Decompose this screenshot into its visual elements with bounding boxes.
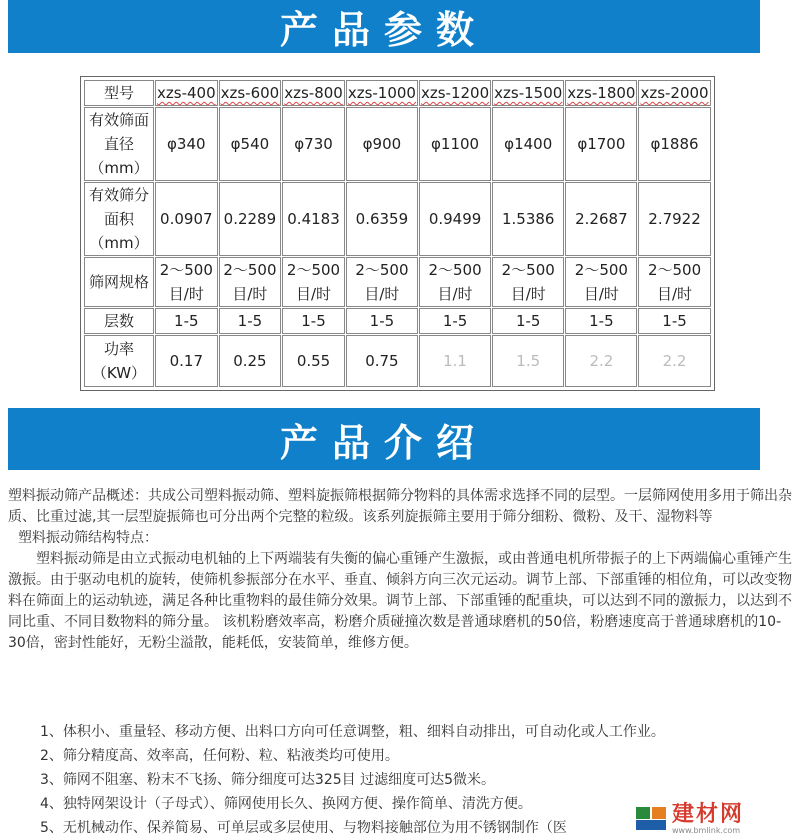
row-label-line: （KW） — [91, 364, 147, 382]
watermark-logo — [636, 802, 806, 836]
value-cell — [419, 308, 491, 334]
cell-value: 0.55 — [296, 352, 331, 370]
value-cell — [419, 182, 491, 256]
cell-value: 0.9499 — [428, 210, 482, 228]
feature-item: 5、无机械动作、保养简易、可单层或多层使用、与物料接触部位为用不锈钢制作（医 — [40, 820, 567, 836]
model-cell — [565, 80, 637, 106]
cell-value: 0.4183 — [287, 210, 340, 228]
row-label-line: 功率 — [103, 340, 134, 358]
value-cell — [638, 257, 710, 307]
logo-mark-icon — [636, 805, 668, 833]
structure-paragraph: 塑料振动筛是由立式振动电机轴的上下两端装有失衡的偏心重锤产生激振，或由普通电机所带振子的上下两端偏心重锤产生激振。由于驱动电机的旋转，使筛机参振部分在水平、垂直、倾斜方向三次元运动。调节上部、下部重锤的相位角，可以改变物料在筛面上的运动轨迹，满足各种比重物料的最佳筛分效果。调节上部、下部重锤的配重块，可以达到不同的激振力，以达到不同比重、不同目数物料的筛分量。 该机粉磨效率高，粉磨介质碰撞次数是普通球磨机的50倍，粉磨速度高于普通球磨机的10-30倍，密封性能好，无粉尘溢散，能耗低，安装简单，维修方便。 — [8, 551, 792, 651]
cell-value: 2.2687 — [575, 210, 628, 228]
watermark-brand: 建材网 — [672, 801, 745, 827]
feature-item: 3、筛网不阻塞、粉末不飞扬、筛分细度可达325目 过滤细度可达5微米。 — [40, 772, 495, 788]
value-cell — [565, 182, 637, 256]
row-label-line: 有效筛面 — [88, 111, 149, 129]
feature-item: 4、独特网架设计（子母式）、筛网使用长久、换网方便、操作简单、清洗方便。 — [40, 796, 532, 812]
cell-value-line: 目/时 — [510, 285, 546, 303]
row-label-line: （mm） — [89, 234, 149, 252]
table-row — [84, 257, 711, 307]
cell-value: 0.0907 — [160, 210, 213, 228]
model-name: xzs-800 — [284, 84, 343, 102]
table-row — [84, 182, 711, 256]
value-cell — [155, 257, 218, 307]
value-cell — [346, 182, 418, 256]
value-cell — [155, 308, 218, 334]
table-header-row — [84, 80, 711, 106]
params-table-frame — [80, 76, 715, 391]
value-cell — [492, 335, 564, 387]
row-label-cell — [84, 257, 154, 307]
value-cell — [219, 182, 282, 256]
model-name: xzs-1200 — [420, 84, 490, 102]
cell-value: 1-5 — [589, 312, 614, 330]
cell-value-line: 2～500 — [428, 261, 482, 279]
cell-value-line: 目/时 — [437, 285, 473, 303]
value-cell — [219, 257, 282, 307]
cell-value-line: 目/时 — [232, 285, 268, 303]
params-banner — [8, 0, 760, 53]
row-label-line: 面积 — [103, 210, 134, 228]
row-label-line: 筛网规格 — [88, 273, 149, 291]
value-cell — [346, 107, 418, 181]
value-cell — [492, 107, 564, 181]
model-cell — [492, 80, 564, 106]
value-cell — [638, 308, 710, 334]
model-name: xzs-400 — [157, 84, 216, 102]
cell-value: 2.2 — [662, 352, 687, 370]
cell-value: 2.2 — [589, 352, 614, 370]
row-label-line: 层数 — [103, 312, 134, 330]
cell-value-line: 目/时 — [168, 285, 204, 303]
model-cell — [346, 80, 418, 106]
value-cell — [155, 107, 218, 181]
feature-item: 2、筛分精度高、效率高，任何粉、粒、粘液类均可使用。 — [40, 748, 399, 764]
cell-value: 0.6359 — [355, 210, 409, 228]
cell-value: 1.1 — [443, 352, 467, 370]
value-cell — [282, 182, 345, 256]
model-cell — [282, 80, 345, 106]
value-cell — [492, 257, 564, 307]
params-title: 产品参数 — [279, 8, 488, 52]
cell-value: φ1886 — [650, 135, 699, 153]
cell-value-line: 2～500 — [355, 261, 409, 279]
cell-value: φ540 — [230, 135, 270, 153]
cell-value-line: 2～500 — [159, 261, 213, 279]
cell-value: φ340 — [167, 135, 206, 153]
cell-value-line: 目/时 — [583, 285, 619, 303]
value-cell — [282, 335, 345, 387]
cell-value: 1-5 — [442, 312, 468, 330]
cell-value: 2.7922 — [648, 210, 701, 228]
value-cell — [155, 335, 218, 387]
value-cell — [419, 335, 491, 387]
watermark-url: www.bmlink.com — [672, 825, 741, 835]
model-cell — [638, 80, 710, 106]
cell-value: 0.25 — [233, 352, 267, 370]
cell-value: φ1700 — [577, 135, 626, 153]
model-name: xzs-600 — [220, 84, 280, 102]
intro-title: 产品介绍 — [279, 420, 488, 465]
cell-value: φ1400 — [504, 135, 553, 153]
cell-value-line: 2～500 — [574, 261, 628, 279]
value-cell — [419, 107, 491, 181]
table-row — [84, 308, 711, 334]
value-cell — [638, 182, 710, 256]
value-cell — [282, 107, 345, 181]
cell-value: 1-5 — [301, 312, 326, 330]
model-name: xzs-1800 — [567, 84, 636, 102]
cell-value: 0.17 — [169, 352, 203, 370]
value-cell — [419, 257, 491, 307]
value-cell — [492, 308, 564, 334]
value-cell — [492, 182, 564, 256]
cell-value: φ1100 — [431, 135, 480, 153]
cell-value-line: 2～500 — [647, 261, 702, 279]
structure-heading: 塑料振动筛结构特点： — [18, 530, 158, 546]
row-label-cell — [84, 308, 154, 334]
cell-value: 1-5 — [662, 312, 687, 330]
feature-item: 1、体积小、重量轻、移动方便、出料口方向可任意调整，粗、细料自动排出，可自动化或人工作业。 — [40, 724, 665, 740]
cell-value-line: 目/时 — [295, 285, 332, 303]
row-label-line: 直径 — [103, 135, 134, 153]
model-name: xzs-1500 — [494, 84, 563, 102]
table-row — [84, 335, 711, 387]
row-label-line: 有效筛分 — [88, 186, 149, 204]
cell-value: 1-5 — [515, 312, 541, 330]
cell-value: 0.75 — [365, 352, 399, 370]
value-cell — [638, 107, 710, 181]
row-label-cell — [84, 182, 154, 256]
cell-value-line: 2～500 — [286, 261, 341, 279]
cell-value-line: 目/时 — [657, 285, 693, 303]
value-cell — [565, 308, 637, 334]
cell-value: φ900 — [362, 135, 402, 153]
row-label-cell — [84, 107, 154, 181]
cell-value: 1.5 — [516, 352, 541, 370]
value-cell — [219, 335, 282, 387]
value-cell — [565, 335, 637, 387]
value-cell — [282, 257, 345, 307]
header-label-cell: 型号 — [84, 80, 154, 106]
model-name: xzs-1000 — [347, 84, 416, 102]
model-cell — [419, 80, 491, 106]
value-cell — [155, 182, 218, 256]
cell-value: 1.5386 — [501, 210, 555, 228]
value-cell — [638, 335, 710, 387]
cell-value: φ730 — [294, 135, 333, 153]
cell-value-line: 2～500 — [501, 261, 555, 279]
model-name: xzs-2000 — [640, 84, 709, 102]
cell-value-line: 2～500 — [223, 261, 277, 279]
cell-value: 0.2289 — [223, 210, 277, 228]
intro-text — [8, 486, 798, 654]
table-row — [84, 107, 711, 181]
value-cell — [346, 335, 418, 387]
value-cell — [219, 308, 282, 334]
row-label-line: （mm） — [89, 159, 149, 177]
cell-value-line: 目/时 — [364, 285, 400, 303]
value-cell — [346, 308, 418, 334]
params-table — [83, 79, 712, 388]
row-label-cell — [84, 335, 154, 387]
intro-banner — [8, 408, 760, 470]
model-cell — [155, 80, 218, 106]
value-cell — [565, 257, 637, 307]
cell-value: 1-5 — [369, 312, 395, 330]
model-cell — [219, 80, 282, 106]
value-cell — [565, 107, 637, 181]
value-cell — [219, 107, 282, 181]
overview-paragraph: 塑料振动筛产品概述：共成公司塑料振动筛、塑料旋振筛根据筛分物料的具体需求选择不同的层型。一层筛网使用多用于筛出杂质、比重过滤,其一层型旋振筛也可分出两个完整的粒级。该系列旋振筛主要用于筛分细粉、微粉、及干、湿物料等 — [8, 488, 792, 525]
cell-value: 1-5 — [174, 312, 199, 330]
value-cell — [282, 308, 345, 334]
cell-value: 1-5 — [237, 312, 263, 330]
value-cell — [346, 257, 418, 307]
